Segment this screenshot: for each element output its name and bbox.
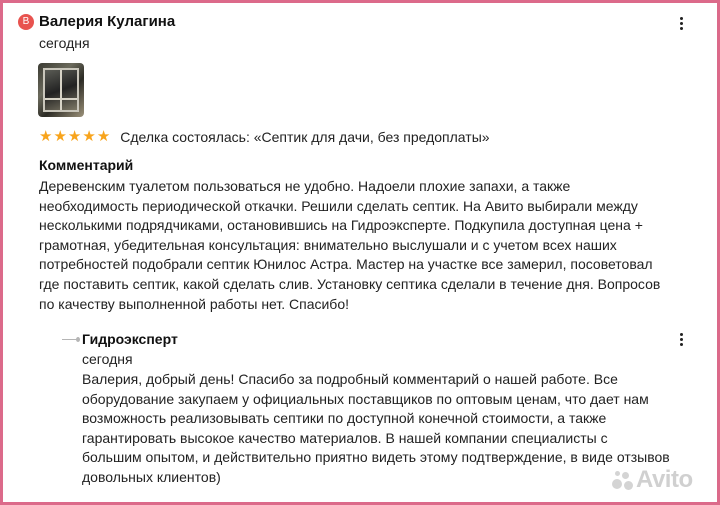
reply-line: гарантировать высокое качество материалов. В нашей компании специалисты с xyxy=(82,429,608,446)
avito-logo-icon xyxy=(612,470,634,490)
reply-date: сегодня xyxy=(82,351,133,367)
rating-stars xyxy=(39,129,111,145)
reply-connector-icon xyxy=(62,339,78,340)
reply-line: Валерия, добрый день! Спасибо за подробный комментарий о нашей работе. Все xyxy=(82,371,618,387)
comment-line: Деревенским туалетом пользоваться не удобно. Надоели плохие запахи, а также xyxy=(39,178,571,194)
reply-line: возможность реализовывать септики по доступной конечной стоимости, а также xyxy=(82,410,607,427)
reply-line: оборудование закупаем у официальных поставщиков по оптовым ценам, что дает нам xyxy=(82,390,649,407)
review-date: сегодня xyxy=(39,35,90,51)
deal-status-text: Сделка состоялась: «Септик для дачи, без предоплаты» xyxy=(120,129,490,145)
more-options-icon[interactable] xyxy=(678,17,684,33)
comment-line: необходимость периодической откачки. Решили сделать септик. На Авито выбирали между xyxy=(39,197,638,214)
star-icon: ★ xyxy=(67,128,82,145)
avito-watermark xyxy=(612,466,693,494)
comment-line: несколькими подрядчиками, остановившись на Гидроэксперте. Подкупила доступная цена + xyxy=(39,217,643,234)
comment-body xyxy=(39,177,679,314)
reply-author-name[interactable]: Гидроэксперт xyxy=(82,331,178,347)
comment-line: где поставить септик, какой сделать слив. Установку септика сделали в течение дня. Вопросов xyxy=(39,275,661,292)
star-icon: ★ xyxy=(82,128,96,145)
reply-more-options-icon[interactable] xyxy=(678,333,684,349)
comment-line: по качеству выполненной работы нет. Спасибо! xyxy=(39,295,350,312)
star-icon: ★ xyxy=(53,128,67,145)
rating-row xyxy=(39,129,490,145)
watermark-text: Avito xyxy=(636,466,693,493)
comment-line: грамотная, убедительная консультация: внимательно выслушали и с учетом всех наших xyxy=(39,236,617,253)
reply-body xyxy=(82,370,682,488)
star-icon: ★ xyxy=(39,128,53,145)
reply-line: большим опытом, и действительно приятно видеть этому подтверждение, в виде отзывов xyxy=(82,449,670,466)
review-author-name[interactable]: Валерия Кулагина xyxy=(39,13,176,30)
reply-line: довольных клиентов) xyxy=(82,468,221,485)
avatar: В xyxy=(18,14,34,30)
comment-heading: Комментарий xyxy=(39,157,134,173)
review-photo-thumbnail[interactable] xyxy=(38,63,84,117)
star-icon: ★ xyxy=(96,128,111,145)
comment-line: потребностей подобрали септик Юнилос Астра. Мастер на участке все замерил, посоветовал xyxy=(39,256,653,273)
